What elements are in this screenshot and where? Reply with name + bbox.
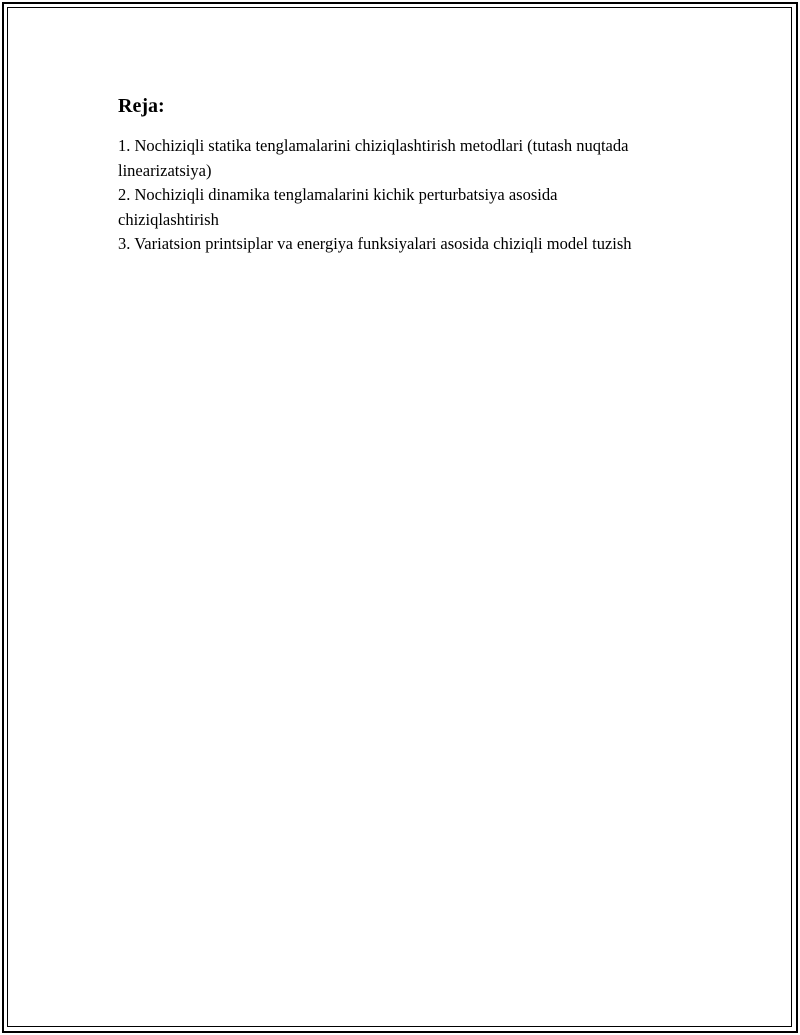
page-content: [118, 92, 658, 257]
plan-item: 3. Variatsion printsiplar va energiya funksiyalari asosida chiziqli model tuzish: [118, 234, 632, 253]
plan-item: 2. Nochiziqli dinamika tenglamalarini kichik perturbatsiya asosida chiziqlashtirish: [118, 185, 558, 229]
plan-item: 1. Nochiziqli statika tenglamalarini chiziqlashtirish metodlari (tutash nuqtada linearizatsiya): [118, 136, 629, 180]
plan-heading: Reja:: [118, 95, 165, 117]
plan-list: [118, 134, 658, 257]
